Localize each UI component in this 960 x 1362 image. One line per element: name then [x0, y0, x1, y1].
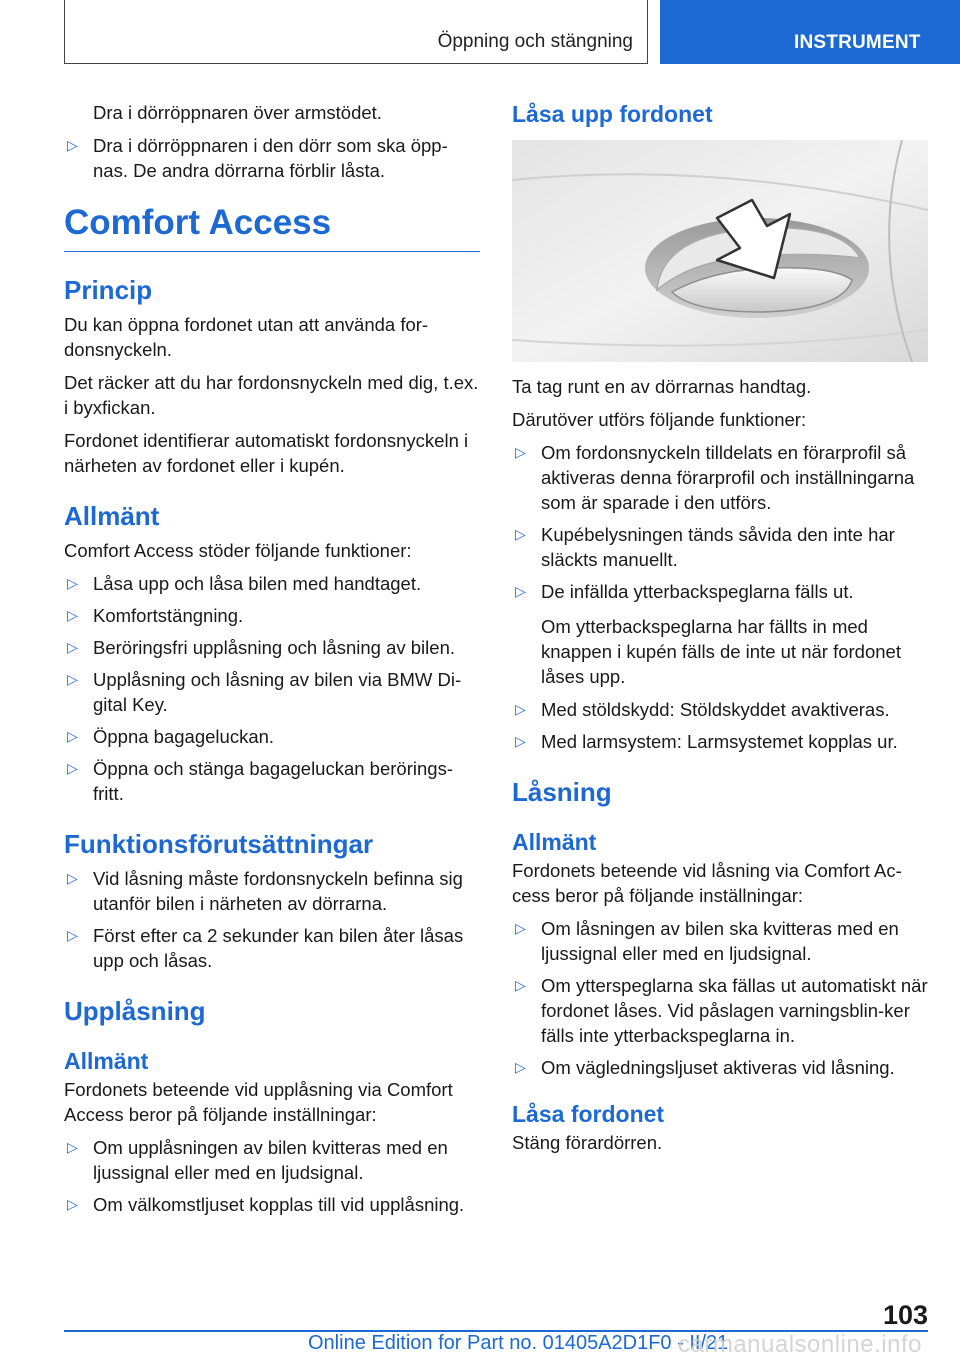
list-item: ▷ Öppna och stänga bagageluckan berörings-fritt. [67, 758, 453, 804]
triangle-bullet-icon: ▷ [67, 1139, 78, 1155]
list-item: ▷ Vid låsning måste fordonsnyckeln befinna sig utanför bilen i närheten av dörrarna. [67, 868, 463, 914]
subheading-lasa-fordonet: Låsa fordonet [512, 1101, 665, 1127]
heading-funktionsforutsattningar: Funktionsförutsättningar [64, 829, 374, 859]
paragraph: Fordonets beteende vid låsning via Comfort Ac-cess beror på följande inställningar: [512, 860, 902, 906]
triangle-bullet-icon: ▷ [67, 870, 78, 886]
list-item: ▷ Om vägledningsljuset aktiveras vid låsning. [515, 1057, 895, 1078]
intro-list [64, 133, 480, 183]
list-item: ▷ Om fordonsnyckeln tilldelats en förarprofil så aktiveras denna förarprofil och inställningarna som är sparade i den utförs. [515, 442, 915, 513]
paragraph: Du kan öppna fordonet utan att använda for-donsnyckeln. [64, 314, 429, 360]
triangle-bullet-icon: ▷ [515, 920, 526, 936]
list-item: ▷ Om upplåsningen av bilen kvitteras med en ljussignal eller med en ljudsignal. [67, 1137, 448, 1183]
triangle-bullet-icon: ▷ [67, 575, 78, 591]
triangle-bullet-icon: ▷ [515, 733, 526, 749]
subheading-allmant: Allmänt [512, 829, 597, 855]
triangle-bullet-icon: ▷ [67, 728, 78, 744]
triangle-bullet-icon: ▷ [67, 671, 78, 687]
paragraph: Därutöver utförs följande funktioner: [512, 409, 807, 430]
triangle-bullet-icon: ▷ [515, 1059, 526, 1075]
list-continuation: Om ytterbackspeglarna har fällts in med knappen i kupén fälls de inte ut när fordonet låses upp. [541, 616, 901, 687]
header-section-box [64, 0, 648, 64]
list-item: ▷ Med stöldskydd: Stöldskyddet avaktiveras. [515, 699, 890, 720]
heading-allmant: Allmänt [64, 501, 160, 531]
list-item: ▷ Komfortstängning. [67, 605, 244, 626]
section-title: Öppning och stängning [437, 31, 633, 52]
heading-princip: Princip [64, 275, 153, 305]
paragraph: Comfort Access stöder följande funktioner: [64, 540, 412, 561]
page-number: 103 [882, 1300, 928, 1330]
paragraph: Fordonet identifierar automatiskt fordonsnyckeln i närheten av fordonet eller i kupén. [64, 430, 469, 476]
triangle-bullet-icon: ▷ [515, 526, 526, 542]
triangle-bullet-icon: ▷ [515, 583, 526, 599]
list-item: ▷ Kupébelysningen tänds såvida den inte har släckts manuellt. [515, 524, 895, 570]
list-item: ▷ Öppna bagageluckan. [67, 726, 275, 747]
triangle-bullet-icon: ▷ [67, 927, 78, 943]
triangle-bullet-icon: ▷ [515, 701, 526, 717]
edition-footer: Online Edition for Part no. 01405A2D1F0 - II/21 [308, 1332, 729, 1354]
list-item: ▷ De infällda ytterbackspeglarna fälls ut. [515, 581, 854, 602]
section-heading-comfort-access: Comfort Access [64, 201, 480, 252]
list-item: ▷ Om ytterspeglarna ska fällas ut automatiskt när fordonet låses. Vid påslagen varningsblin-ker fälls inte ytterbackspeglarna in. [515, 975, 928, 1046]
subheading-allmant: Allmänt [64, 1048, 149, 1074]
triangle-bullet-icon: ▷ [515, 444, 526, 460]
triangle-bullet-icon: ▷ [67, 607, 78, 623]
triangle-bullet-icon: ▷ [67, 137, 78, 153]
watermark: carmanualsonline.info [678, 1331, 922, 1358]
upplasning-list [64, 1135, 480, 1217]
triangle-bullet-icon: ▷ [67, 639, 78, 655]
list-item: ▷ Först efter ca 2 sekunder kan bilen åter låsas upp och låsas. [67, 925, 464, 971]
list-item: ▷ Upplåsning och låsning av bilen via BMW Di-gital Key. [67, 669, 462, 715]
left-column [64, 100, 480, 1227]
intro-continuation: Dra i dörröppnaren över armstödet. [93, 102, 382, 123]
door-handle-arrow-illustration-icon [512, 140, 928, 362]
allmant-list [64, 571, 480, 806]
lasa-upp-list-b [512, 697, 928, 754]
list-item: ▷ Låsa upp och låsa bilen med handtaget. [67, 573, 422, 594]
subheading-lasa-upp: Låsa upp fordonet [512, 101, 713, 127]
header-chapter-tab [660, 0, 960, 64]
triangle-bullet-icon: ▷ [67, 1196, 78, 1212]
right-column [512, 100, 928, 1163]
list-item: ▷ Om låsningen av bilen ska kvitteras med en ljussignal eller med en ljudsignal. [515, 918, 899, 964]
paragraph: Stäng förardörren. [512, 1132, 663, 1153]
heading-upplasning: Upplåsning [64, 996, 206, 1026]
list-item: ▷ Dra i dörröppnaren i den dörr som ska öpp-nas. De andra dörrarna förblir låsta. [67, 135, 448, 181]
list-item: ▷ Beröringsfri upplåsning och låsning av bilen. [67, 637, 455, 658]
paragraph: Ta tag runt en av dörrarnas handtag. [512, 376, 812, 397]
funktion-list [64, 866, 480, 973]
heading-lasning: Låsning [512, 777, 612, 807]
triangle-bullet-icon: ▷ [515, 977, 526, 993]
triangle-bullet-icon: ▷ [67, 760, 78, 776]
list-item: ▷ Om välkomstljuset kopplas till vid upplåsning. [67, 1194, 465, 1215]
chapter-title: INSTRUMENT [794, 32, 921, 53]
lasning-list [512, 916, 928, 1080]
paragraph: Fordonets beteende vid upplåsning via Comfort Access beror på följande inställningar: [64, 1079, 453, 1125]
list-item: ▷ Med larmsystem: Larmsystemet kopplas ur. [515, 731, 898, 752]
lasa-upp-list [512, 440, 928, 604]
paragraph: Det räcker att du har fordonsnyckeln med dig, t.ex. i byxfickan. [64, 372, 479, 418]
